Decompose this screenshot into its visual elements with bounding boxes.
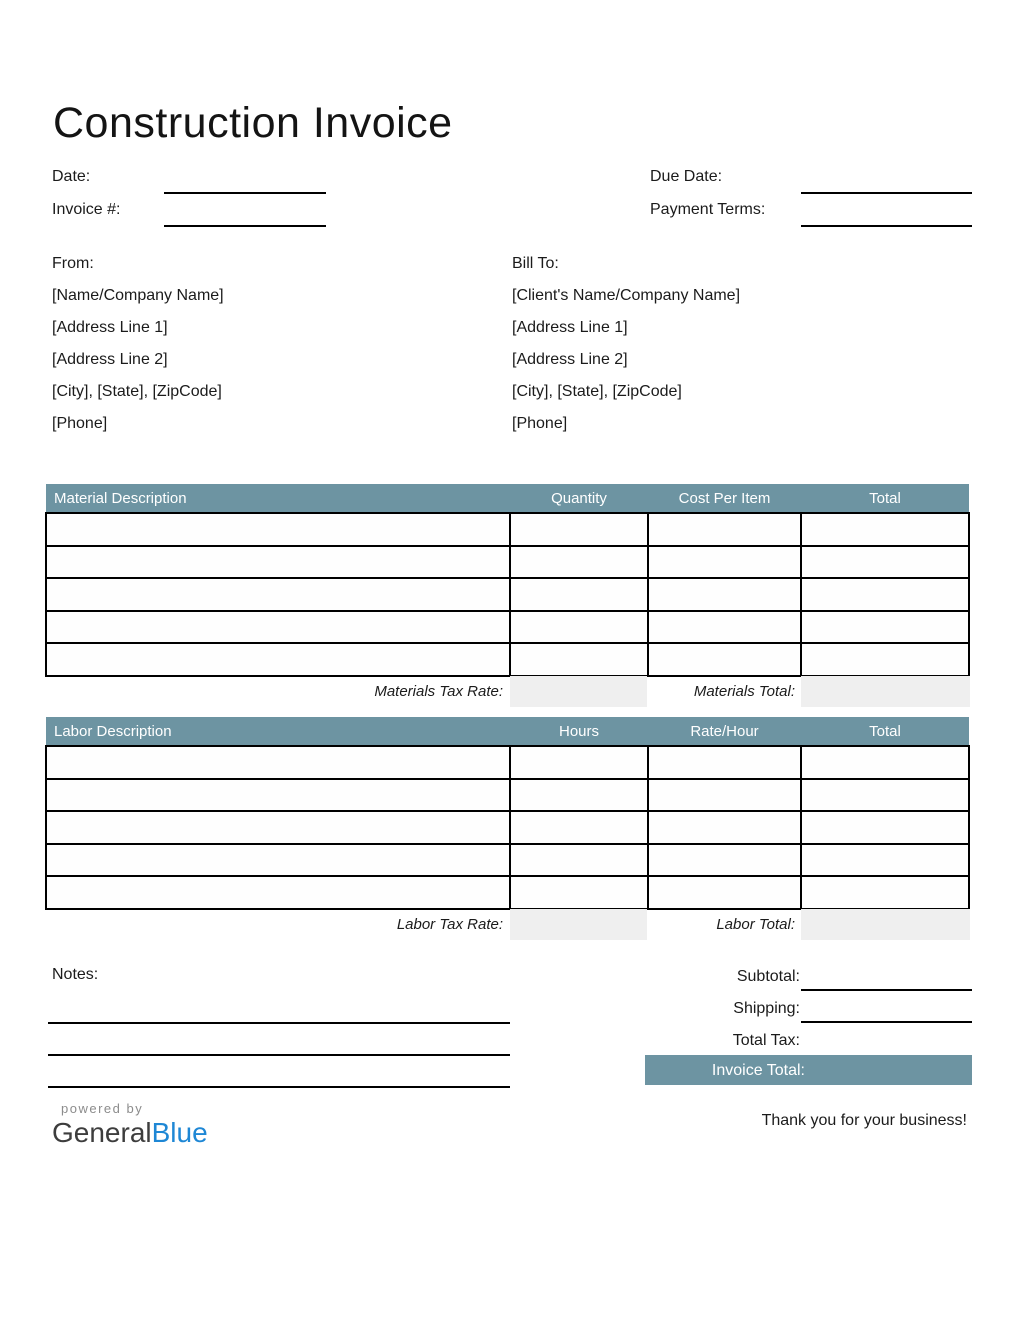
empty-cell[interactable]: [801, 876, 969, 909]
empty-cell[interactable]: [801, 746, 969, 779]
materials-tax-rate-field[interactable]: [510, 676, 647, 707]
labor-tax-rate-field[interactable]: [510, 909, 647, 940]
labor-header-rate-per-hour: Rate/Hour: [648, 717, 801, 746]
empty-cell[interactable]: [648, 546, 801, 579]
date-label: Date:: [52, 168, 91, 185]
table-row: [46, 611, 969, 644]
notes-line-2[interactable]: [48, 1054, 510, 1056]
bill-to-city-state-zip-line[interactable]: [City], [State], [ZipCode]: [512, 383, 682, 400]
empty-cell[interactable]: [46, 811, 510, 844]
shipping-field-line[interactable]: [801, 1021, 972, 1023]
materials-header-total: Total: [801, 484, 969, 513]
empty-cell[interactable]: [648, 578, 801, 611]
from-address1-line[interactable]: [Address Line 1]: [52, 319, 168, 336]
total-tax-label: Total Tax:: [732, 1032, 800, 1049]
empty-cell[interactable]: [510, 811, 648, 844]
bill-to-address2-line[interactable]: [Address Line 2]: [512, 351, 628, 368]
shipping-label: Shipping:: [733, 1000, 800, 1017]
empty-cell[interactable]: [46, 578, 510, 611]
empty-cell[interactable]: [648, 844, 801, 877]
labor-header-hours: Hours: [510, 717, 648, 746]
bill-to-address1-line[interactable]: [Address Line 1]: [512, 319, 628, 336]
labor-total-label: Labor Total:: [716, 916, 795, 933]
bill-to-heading: Bill To:: [512, 255, 559, 272]
empty-cell[interactable]: [801, 578, 969, 611]
due-date-field-line[interactable]: [801, 192, 972, 194]
empty-cell[interactable]: [510, 546, 648, 579]
invoice-number-label: Invoice #:: [52, 201, 121, 218]
table-row: [46, 643, 969, 676]
materials-tax-rate-label: Materials Tax Rate:: [374, 683, 503, 700]
empty-cell[interactable]: [46, 844, 510, 877]
due-date-label: Due Date:: [650, 168, 723, 185]
labor-header-description: Labor Description: [46, 717, 510, 746]
table-row: [46, 844, 969, 877]
empty-cell[interactable]: [648, 779, 801, 812]
from-city-state-zip-line[interactable]: [City], [State], [ZipCode]: [52, 383, 222, 400]
empty-cell[interactable]: [648, 611, 801, 644]
page-title: Construction Invoice: [53, 99, 453, 147]
table-row: [46, 876, 969, 909]
materials-table-body: [46, 513, 969, 676]
subtotal-field-line[interactable]: [801, 989, 972, 991]
empty-cell[interactable]: [46, 513, 510, 546]
materials-table: [45, 484, 970, 677]
empty-cell[interactable]: [801, 779, 969, 812]
materials-header-cost-per-item: Cost Per Item: [648, 484, 801, 513]
thank-you-message: Thank you for your business!: [761, 1112, 967, 1129]
materials-header-row: [46, 484, 969, 513]
empty-cell[interactable]: [46, 876, 510, 909]
empty-cell[interactable]: [801, 844, 969, 877]
empty-cell[interactable]: [648, 876, 801, 909]
materials-total-label: Materials Total:: [693, 683, 795, 700]
labor-header-row: [46, 717, 969, 746]
brand-blue-text: Blue: [151, 1117, 208, 1148]
empty-cell[interactable]: [510, 578, 648, 611]
date-field-line[interactable]: [164, 192, 326, 194]
bill-to-block: [512, 248, 740, 440]
from-heading: From:: [52, 255, 94, 272]
labor-header-total: Total: [801, 717, 969, 746]
table-row: [46, 578, 969, 611]
empty-cell[interactable]: [46, 746, 510, 779]
notes-label: Notes:: [52, 966, 99, 983]
empty-cell[interactable]: [46, 611, 510, 644]
payment-terms-label: Payment Terms:: [650, 201, 766, 218]
invoice-number-field-line[interactable]: [164, 225, 326, 227]
empty-cell[interactable]: [648, 513, 801, 546]
table-row: [46, 546, 969, 579]
table-row: [46, 513, 969, 546]
empty-cell[interactable]: [801, 611, 969, 644]
brand-general-text: General: [52, 1117, 152, 1148]
bill-to-phone-line[interactable]: [Phone]: [512, 415, 568, 432]
materials-total-field[interactable]: [801, 676, 970, 707]
empty-cell[interactable]: [648, 746, 801, 779]
table-row: [46, 779, 969, 812]
empty-cell[interactable]: [510, 844, 648, 877]
general-blue-logo: [52, 1117, 208, 1149]
empty-cell[interactable]: [510, 746, 648, 779]
empty-cell[interactable]: [46, 779, 510, 812]
empty-cell[interactable]: [46, 643, 510, 676]
materials-header-quantity: Quantity: [510, 484, 648, 513]
empty-cell[interactable]: [801, 811, 969, 844]
labor-total-field[interactable]: [801, 909, 970, 940]
powered-by-text: powered by: [61, 1101, 144, 1116]
bill-to-name-line[interactable]: [Client's Name/Company Name]: [512, 287, 741, 304]
empty-cell[interactable]: [510, 611, 648, 644]
empty-cell[interactable]: [46, 546, 510, 579]
payment-terms-field-line[interactable]: [801, 225, 972, 227]
table-row: [46, 811, 969, 844]
empty-cell[interactable]: [801, 643, 969, 676]
labor-table-body: [46, 746, 969, 909]
from-phone-line[interactable]: [Phone]: [52, 415, 108, 432]
invoice-total-label: Invoice Total:: [711, 1062, 805, 1079]
empty-cell[interactable]: [801, 513, 969, 546]
empty-cell[interactable]: [510, 513, 648, 546]
labor-tax-rate-label: Labor Tax Rate:: [396, 916, 503, 933]
subtotal-label: Subtotal:: [736, 968, 800, 985]
empty-cell[interactable]: [510, 643, 648, 676]
empty-cell[interactable]: [510, 779, 648, 812]
empty-cell[interactable]: [648, 811, 801, 844]
from-address2-line[interactable]: [Address Line 2]: [52, 351, 168, 368]
empty-cell[interactable]: [648, 643, 801, 676]
notes-line-1[interactable]: [48, 1022, 510, 1024]
from-block: [52, 248, 224, 440]
from-name-line[interactable]: [Name/Company Name]: [52, 287, 224, 304]
labor-table: [45, 717, 970, 910]
empty-cell[interactable]: [510, 876, 648, 909]
empty-cell[interactable]: [801, 546, 969, 579]
materials-header-description: Material Description: [46, 484, 510, 513]
notes-line-3[interactable]: [48, 1086, 510, 1088]
table-row: [46, 746, 969, 779]
